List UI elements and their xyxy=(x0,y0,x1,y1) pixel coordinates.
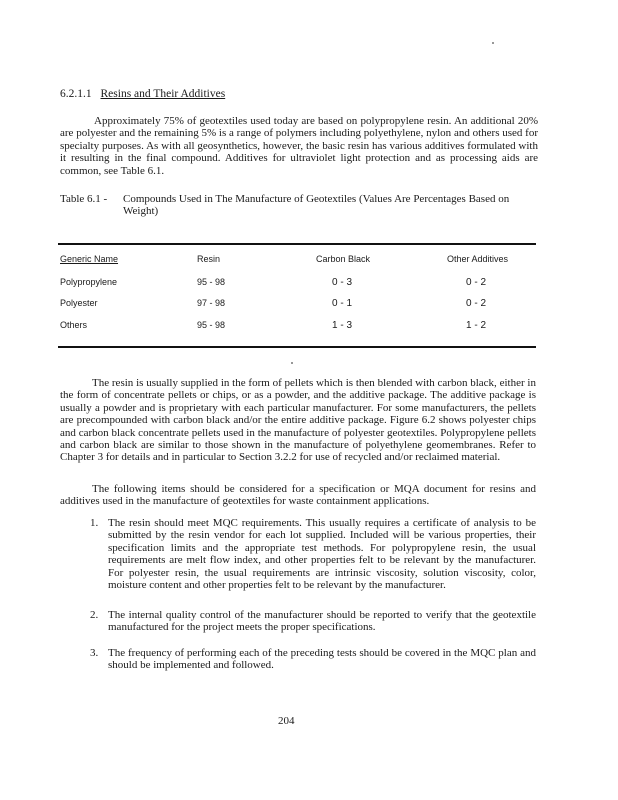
table-caption-text: Compounds Used in The Manufacture of Geotextiles (Values Are Percentages Based on Weight) xyxy=(123,193,510,218)
cell-carbon-black: 1 - 3 xyxy=(332,320,353,331)
resin-supply-paragraph: The resin is usually supplied in the form of pellets which is then blended with carbon black, either in the form of concentrate pellets or chips, or as a powder, and the additive package. The additive package is usually a powder and is proprietary with each particular manufacturer. For some manufacturers, the pellets are precompounded with carbon black and/or the entire additive package. Figure 6.2 shows polyester chips and carbon black concentrate pellets used in the manufacture of polyester geotextiles. Polypropylene pellets and carbon black are similar to those shown in the manufacture of polyethylene geomembranes. Refer to Chapter 3 for details and in particular to Section 3.2.2 for use of recycled and/or reclaimed material. xyxy=(60,377,536,464)
list-item-text: The internal quality control of the manufacturer should be reported to verify that the geotextile manufactured for the project meets the proper specifications. xyxy=(108,609,536,634)
cell-carbon-black: 0 - 3 xyxy=(332,277,353,288)
column-header-other-additives: Other Additives xyxy=(447,254,509,264)
table-row xyxy=(0,320,618,334)
section-title: Resins and Their Additives xyxy=(100,88,226,100)
table-label: Table 6.1 - xyxy=(60,193,108,205)
section-heading xyxy=(60,88,225,100)
cell-generic-name: Polyester xyxy=(60,298,98,308)
list-item-number: 3. xyxy=(90,647,99,659)
cell-other-additives: 0 - 2 xyxy=(466,298,487,309)
intro-paragraph: Approximately 75% of geotextiles used today are based on polypropylene resin. An additional 20% are polyester and the remaining 5% is a range of polymers including polyethylene, nylon and others used for specialty purposes. As with all geosynthetics, however, the basic resin has various additives formulated with it resulting in the final compound. Additives for ultraviolet light protection and as processing aids are common, see Table 6.1. xyxy=(60,115,538,177)
page-number: 204 xyxy=(278,715,295,727)
table-bottom-rule xyxy=(58,346,536,348)
cell-other-additives: 0 - 2 xyxy=(466,277,487,288)
column-header-resin: Resin xyxy=(197,254,221,264)
scan-speck xyxy=(492,42,494,44)
cell-resin: 95 - 98 xyxy=(197,320,226,330)
list-item-text: The resin should meet MQC requirements. This usually requires a certificate of analysis to be submitted by the resin vendor for each lot supplied. Included will be various properties, their specification limits and the appropriate test methods. For polypropylene resin, the usual requirements are melt flow index, and other properties felt to be relevant by the manufacturer. For polyester resin, the usual requirements are intrinsic viscosity, solution viscosity, color, moisture content and other properties felt to be relevant by the manufacturer. xyxy=(108,517,536,592)
list-item-text: The frequency of performing each of the preceding tests should be covered in the MQC plan and should be implemented and followed. xyxy=(108,647,536,672)
table-row xyxy=(0,277,618,291)
column-header-carbon-black: Carbon Black xyxy=(316,254,371,264)
table-top-rule xyxy=(58,243,536,245)
column-header-generic-name: Generic Name xyxy=(60,254,119,264)
cell-other-additives: 1 - 2 xyxy=(466,320,487,331)
section-number: 6.2.1.1 xyxy=(60,88,92,100)
specification-paragraph: The following items should be considered for a specification or MQA document for resins and additives used in the manufacture of geotextiles for waste containment applications. xyxy=(60,483,536,508)
table-row xyxy=(0,298,618,312)
cell-resin: 95 - 98 xyxy=(197,277,226,287)
list-item-number: 1. xyxy=(90,517,99,529)
cell-resin: 97 - 98 xyxy=(197,298,226,308)
list-item-number: 2. xyxy=(90,609,99,621)
cell-carbon-black: 0 - 1 xyxy=(332,298,353,309)
cell-generic-name: Polypropylene xyxy=(60,277,118,287)
cell-generic-name: Others xyxy=(60,320,88,330)
scan-speck xyxy=(291,362,293,364)
